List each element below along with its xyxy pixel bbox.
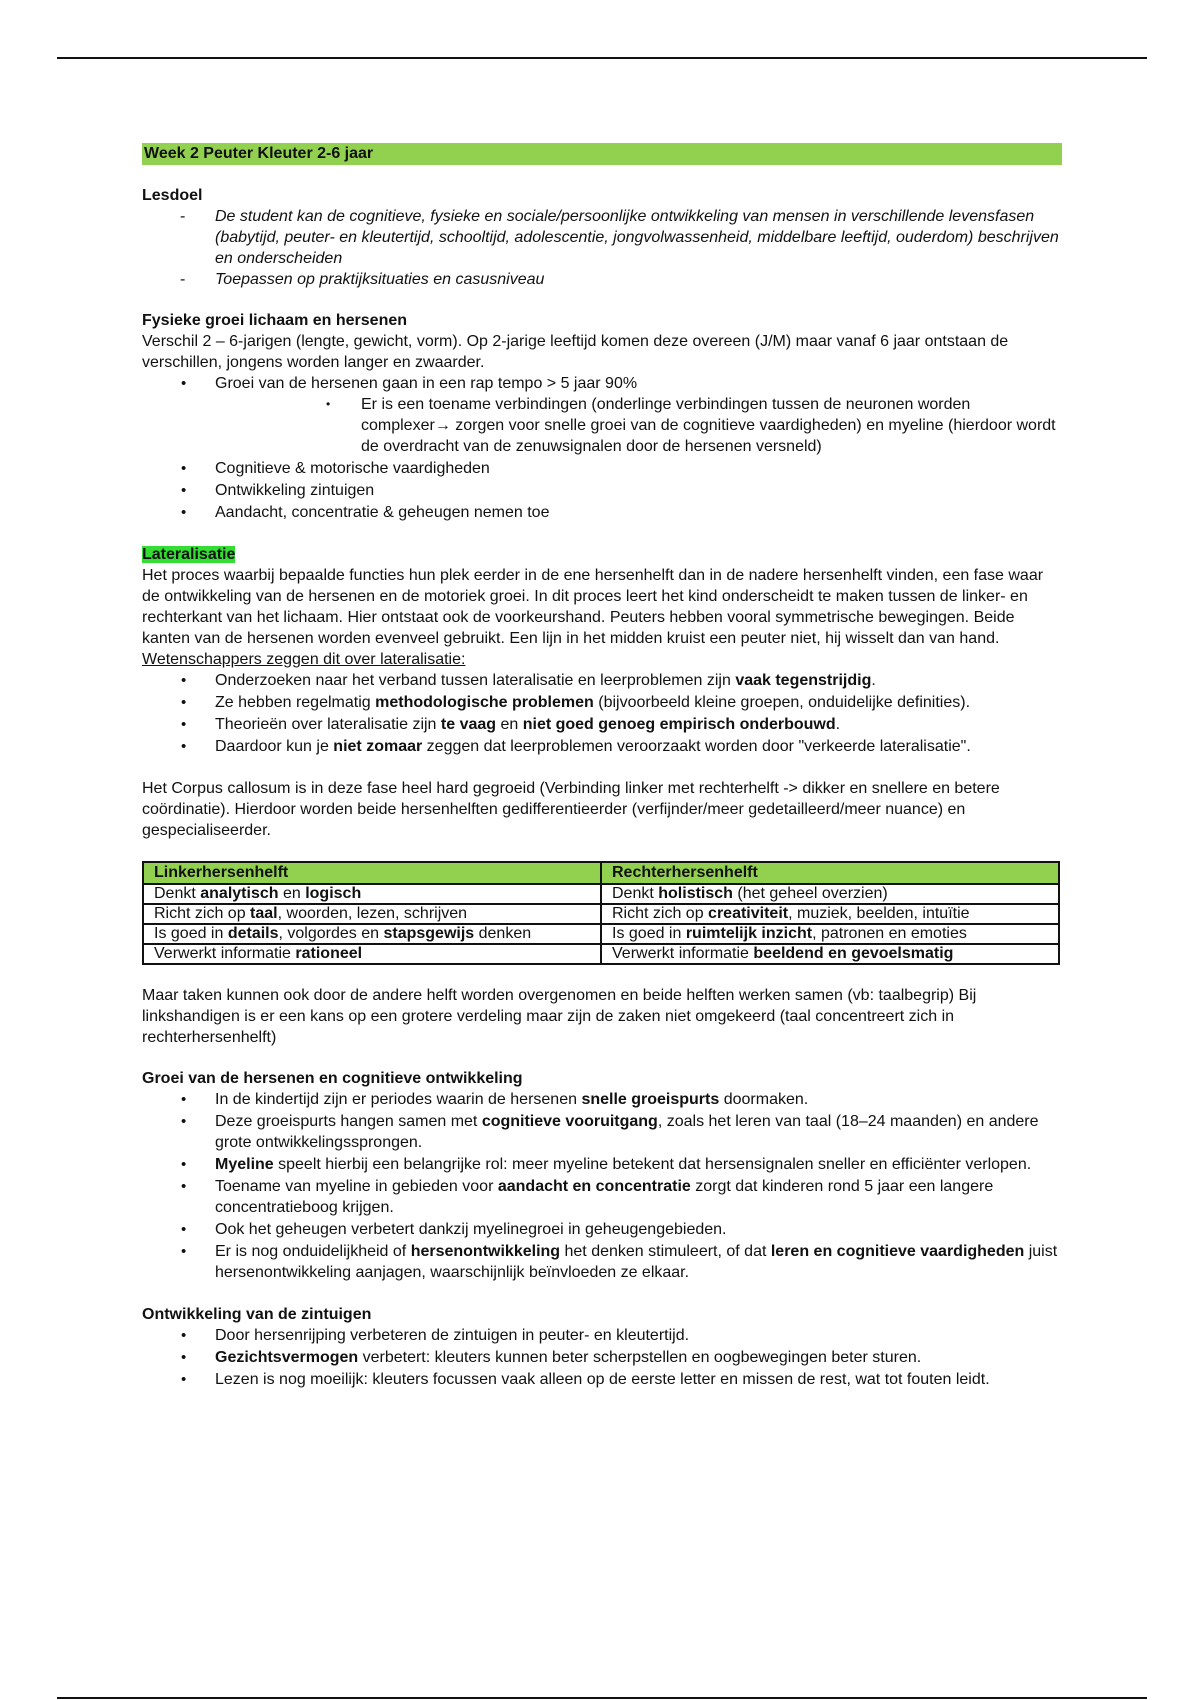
corpus-paragraph: Het Corpus callosum is in deze fase heel hard gegroeid (Verbinding linker met rechterhelft -> dikker en snellere en betere coördinatie). Hierdoor worden beide hersenhelften gedifferentieerder (verfijnder/meer gedetailleerd/meer nuance) en gespecialiseerder.	[142, 780, 1000, 839]
page-title: Week 2 Peuter Kleuter 2-6 jaar	[142, 143, 1062, 165]
list-item: • Theorieën over lateralisatie zijn te vaag en niet goed genoeg empirisch onderbouwd.	[142, 714, 1062, 735]
fysiek-list	[142, 373, 1062, 523]
fysiek-heading: Fysieke groei lichaam en hersenen	[142, 312, 408, 329]
table-header: Rechterhersenhelft	[601, 862, 1059, 884]
fysiek-intro: Verschil 2 – 6-jarigen (lengte, gewicht, vorm). Op 2-jarige leeftijd komen deze overeen (J/M) maar vanaf 6 jaar ontstaan de verschillen, jongens worden langer en zwaarder.	[142, 333, 1009, 371]
hersenhelften-table	[142, 861, 1060, 965]
lesdoel-list	[142, 206, 1062, 290]
table-cell: Verwerkt informatie beeldend en gevoelsmatig	[601, 944, 1059, 964]
zintuigen-list	[142, 1325, 1062, 1390]
wetenschap-label: Wetenschappers zeggen dit over lateralisatie:	[142, 651, 466, 668]
table-row	[143, 944, 1059, 964]
list-item: • Ontwikkeling zintuigen	[142, 480, 1062, 501]
list-item: • Lezen is nog moeilijk: kleuters focussen vaak alleen op de eerste letter en missen de rest, wat tot fouten leidt.	[142, 1369, 1062, 1390]
arrow-icon: →	[434, 417, 451, 434]
document-body	[142, 143, 1062, 1391]
table-header-row	[143, 862, 1059, 884]
list-item: • Daardoor kun je niet zomaar zeggen dat leerproblemen veroorzaakt worden door "verkeerde lateralisatie".	[142, 736, 1062, 757]
lateralisatie-list	[142, 670, 1062, 757]
list-item: • Er is een toename verbindingen (onderlinge verbindingen tussen de neuronen worden complexer→ zorgen voor snelle groei van de cognitieve vaardigheden) en myeline (hierdoor wordt de overdracht van de zenuwsignalen door de hersenen versneld)	[215, 394, 1062, 457]
list-item: • In de kindertijd zijn er periodes waarin de hersenen snelle groeispurts doormaken.	[142, 1089, 1062, 1110]
list-item: • Cognitieve & motorische vaardigheden	[142, 458, 1062, 479]
groei-heading: Groei van de hersenen en cognitieve ontwikkeling	[142, 1070, 523, 1087]
table-cell: Is goed in ruimtelijk inzicht, patronen en emoties	[601, 924, 1059, 944]
table-cell: Verwerkt informatie rationeel	[143, 944, 601, 964]
list-item: • Aandacht, concentratie & geheugen nemen toe	[142, 502, 1062, 523]
table-row	[143, 884, 1059, 904]
list-item: • Groei van de hersenen gaan in een rap tempo > 5 jaar 90% • Er is een toename verbindingen (onderlinge verbindingen tussen de neuronen worden complexer→ zorgen voor snelle groei van de cognitieve vaardigheden) en myeline (hierdoor wordt de overdracht van de zenuwsignalen door de hersenen versneld)	[142, 373, 1062, 457]
list-item: • Er is nog onduidelijkheid of hersenontwikkeling het denken stimuleert, of dat leren en cognitieve vaardigheden juist hersenontwikkeling aanjagen, waarschijnlijk beïnvloeden ze elkaar.	[142, 1241, 1062, 1283]
table-cell: Denkt analytisch en logisch	[143, 884, 601, 904]
list-item: • Ook het geheugen verbetert dankzij myelinegroei in geheugengebieden.	[142, 1219, 1062, 1240]
maar-paragraph: Maar taken kunnen ook door de andere helft worden overgenomen en beide helften werken samen (vb: taalbegrip) Bij linkshandigen is er een kans op een grotere verdeling maar zijn de zaken niet omgekeerd (taal concentreert zich in rechterhersenhelft)	[142, 987, 977, 1046]
groei-list	[142, 1089, 1062, 1283]
lesdoel-heading: Lesdoel	[142, 187, 203, 204]
list-item: • Deze groeispurts hangen samen met cognitieve vooruitgang, zoals het leren van taal (18–24 maanden) en andere grote ontwikkelingssprongen.	[142, 1111, 1062, 1153]
lateralisatie-heading: Lateralisatie	[142, 546, 236, 563]
top-rule	[57, 57, 1147, 59]
zintuigen-heading: Ontwikkeling van de zintuigen	[142, 1306, 372, 1323]
table-cell: Is goed in details, volgordes en stapsgewijs denken	[143, 924, 601, 944]
list-item: • Onderzoeken naar het verband tussen lateralisatie en leerproblemen zijn vaak tegenstrijdig.	[142, 670, 1062, 691]
list-item: • Ze hebben regelmatig methodologische problemen (bijvoorbeeld kleine groepen, onduidelijke definities).	[142, 692, 1062, 713]
list-item: • Door hersenrijping verbeteren de zintuigen in peuter- en kleutertijd.	[142, 1325, 1062, 1346]
list-item: - De student kan de cognitieve, fysieke en sociale/persoonlijke ontwikkeling van mensen in verschillende levensfasen (babytijd, peuter- en kleutertijd, schooltijd, adolescentie, jongvolwassenheid, middelbare leeftijd, ouderdom) beschrijven en onderscheiden	[142, 206, 1062, 269]
lateralisatie-paragraph: Het proces waarbij bepaalde functies hun plek eerder in de ene hersenhelft dan in de nadere hersenhelft vinden, een fase waar de ontwikkeling van de hersenen en de motoriek groei. In dit proces leert het kind onderscheidt te maken tussen de linker- en rechterkant van het lichaam. Hier ontstaat ook de voorkeurshand. Peuters hebben vooral symmetrische bewegingen. Beide kanten van de hersenen worden evenveel gebruikt. Een lijn in het midden kruist een peuter niet, hij wisselt dan van hand.	[142, 567, 1044, 647]
list-item: • Toename van myeline in gebieden voor aandacht en concentratie zorgt dat kinderen rond 5 jaar een langere concentratieboog krijgen.	[142, 1176, 1062, 1218]
table-header: Linkerhersenhelft	[143, 862, 601, 884]
table-cell: Richt zich op creativiteit, muziek, beelden, intuïtie	[601, 904, 1059, 924]
table-row	[143, 904, 1059, 924]
list-item: • Gezichtsvermogen verbetert: kleuters kunnen beter scherpstellen en oogbewegingen beter sturen.	[142, 1347, 1062, 1368]
fysiek-sublist	[215, 394, 1062, 457]
table-cell: Richt zich op taal, woorden, lezen, schrijven	[143, 904, 601, 924]
table-cell: Denkt holistisch (het geheel overzien)	[601, 884, 1059, 904]
table-row	[143, 924, 1059, 944]
bottom-rule	[57, 1697, 1147, 1699]
list-item: • Myeline speelt hierbij een belangrijke rol: meer myeline betekent dat hersensignalen sneller en efficiënter verlopen.	[142, 1154, 1062, 1175]
list-item: - Toepassen op praktijksituaties en casusniveau	[142, 269, 1062, 290]
